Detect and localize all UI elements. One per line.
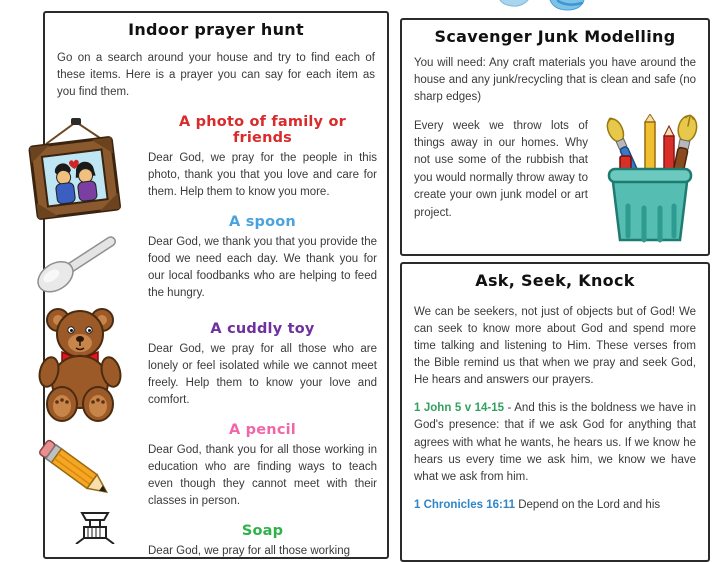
section-heading-soap: Soap xyxy=(241,523,284,540)
section-body-cuddly-toy: Dear God, we pray for all those who are lonely or feel isolated while we cannot meet freely. Help them to know your love and comfort. xyxy=(148,343,377,407)
pencil-icon xyxy=(34,433,120,507)
verse-reference: 1 John 5 v 14-15 xyxy=(414,402,505,415)
prayer-sections xyxy=(148,114,377,560)
section-body-soap: Dear God, we pray for all those working xyxy=(148,545,350,558)
verse-text: - And this is the boldness we have in God's presence: that if we ask God for anything that agrees with what he wants, he hears us. If we know he hears us every time we ask him, we know we have what we ask from him. xyxy=(414,402,696,484)
verse-1-john xyxy=(414,400,696,486)
framed-photo-icon xyxy=(24,118,126,224)
junk-modelling-body xyxy=(414,118,696,246)
panel-title: Scavenger Junk Modelling xyxy=(434,27,676,46)
verse-reference: 1 Chronicles 16:11 xyxy=(414,499,515,512)
section-heading-photo: A photo of family or friends xyxy=(179,114,346,147)
scavenger-junk-modelling-panel xyxy=(400,18,710,256)
ask-seek-knock-panel xyxy=(400,262,710,562)
teddy-bear-icon xyxy=(36,302,128,426)
panel-title: Ask, Seek, Knock xyxy=(475,271,635,290)
section-heading-spoon: A spoon xyxy=(229,214,296,231)
section-body-photo: Dear God, we pray for the people in this photo, thank you that you love and care for them. Help them to know you more. xyxy=(148,152,377,199)
section-heading-cuddly-toy: A cuddly toy xyxy=(210,321,315,338)
seekers-paragraph: We can be seekers, not just of objects but of God! We can seek to know more about God and spend more time talking and listening to Him. These verses from the Bible remind us that when we pray and seek God, He hears and answers our prayers. xyxy=(414,306,696,387)
junk-idea-paragraph: Every week we throw lots of things away in our homes. Why not use some of the rubbish that you would normally throw away to create your own junk model or art project. xyxy=(414,119,588,219)
partial-blue-logo-icon xyxy=(498,0,594,14)
intro-paragraph: Go on a search around your house and try to find each of these items. Here is a prayer you can say for each item as you find them. xyxy=(57,52,375,99)
materials-paragraph: You will need: Any craft materials you have around the house and any junk/recycling that is clean and safe (no sharp edges) xyxy=(414,57,696,104)
verse-text: Depend on the Lord and his xyxy=(515,499,661,512)
spoon-icon xyxy=(32,212,130,310)
section-body-pencil: Dear God, thank you for all those working in education who are finding ways to teach even though they cannot meet with their classes in person. xyxy=(148,444,377,508)
verse-1-chronicles xyxy=(414,497,696,514)
section-body-spoon: Dear God, we thank you that you provide the food we need each day. We thank you for our local foodbanks who are helping to feed the hungry. xyxy=(148,236,377,300)
panel-title: Indoor prayer hunt xyxy=(128,20,304,39)
soap-pump-icon xyxy=(64,504,126,544)
section-heading-pencil: A pencil xyxy=(229,422,296,439)
pot-of-pencils-and-brushes-icon xyxy=(596,114,702,246)
